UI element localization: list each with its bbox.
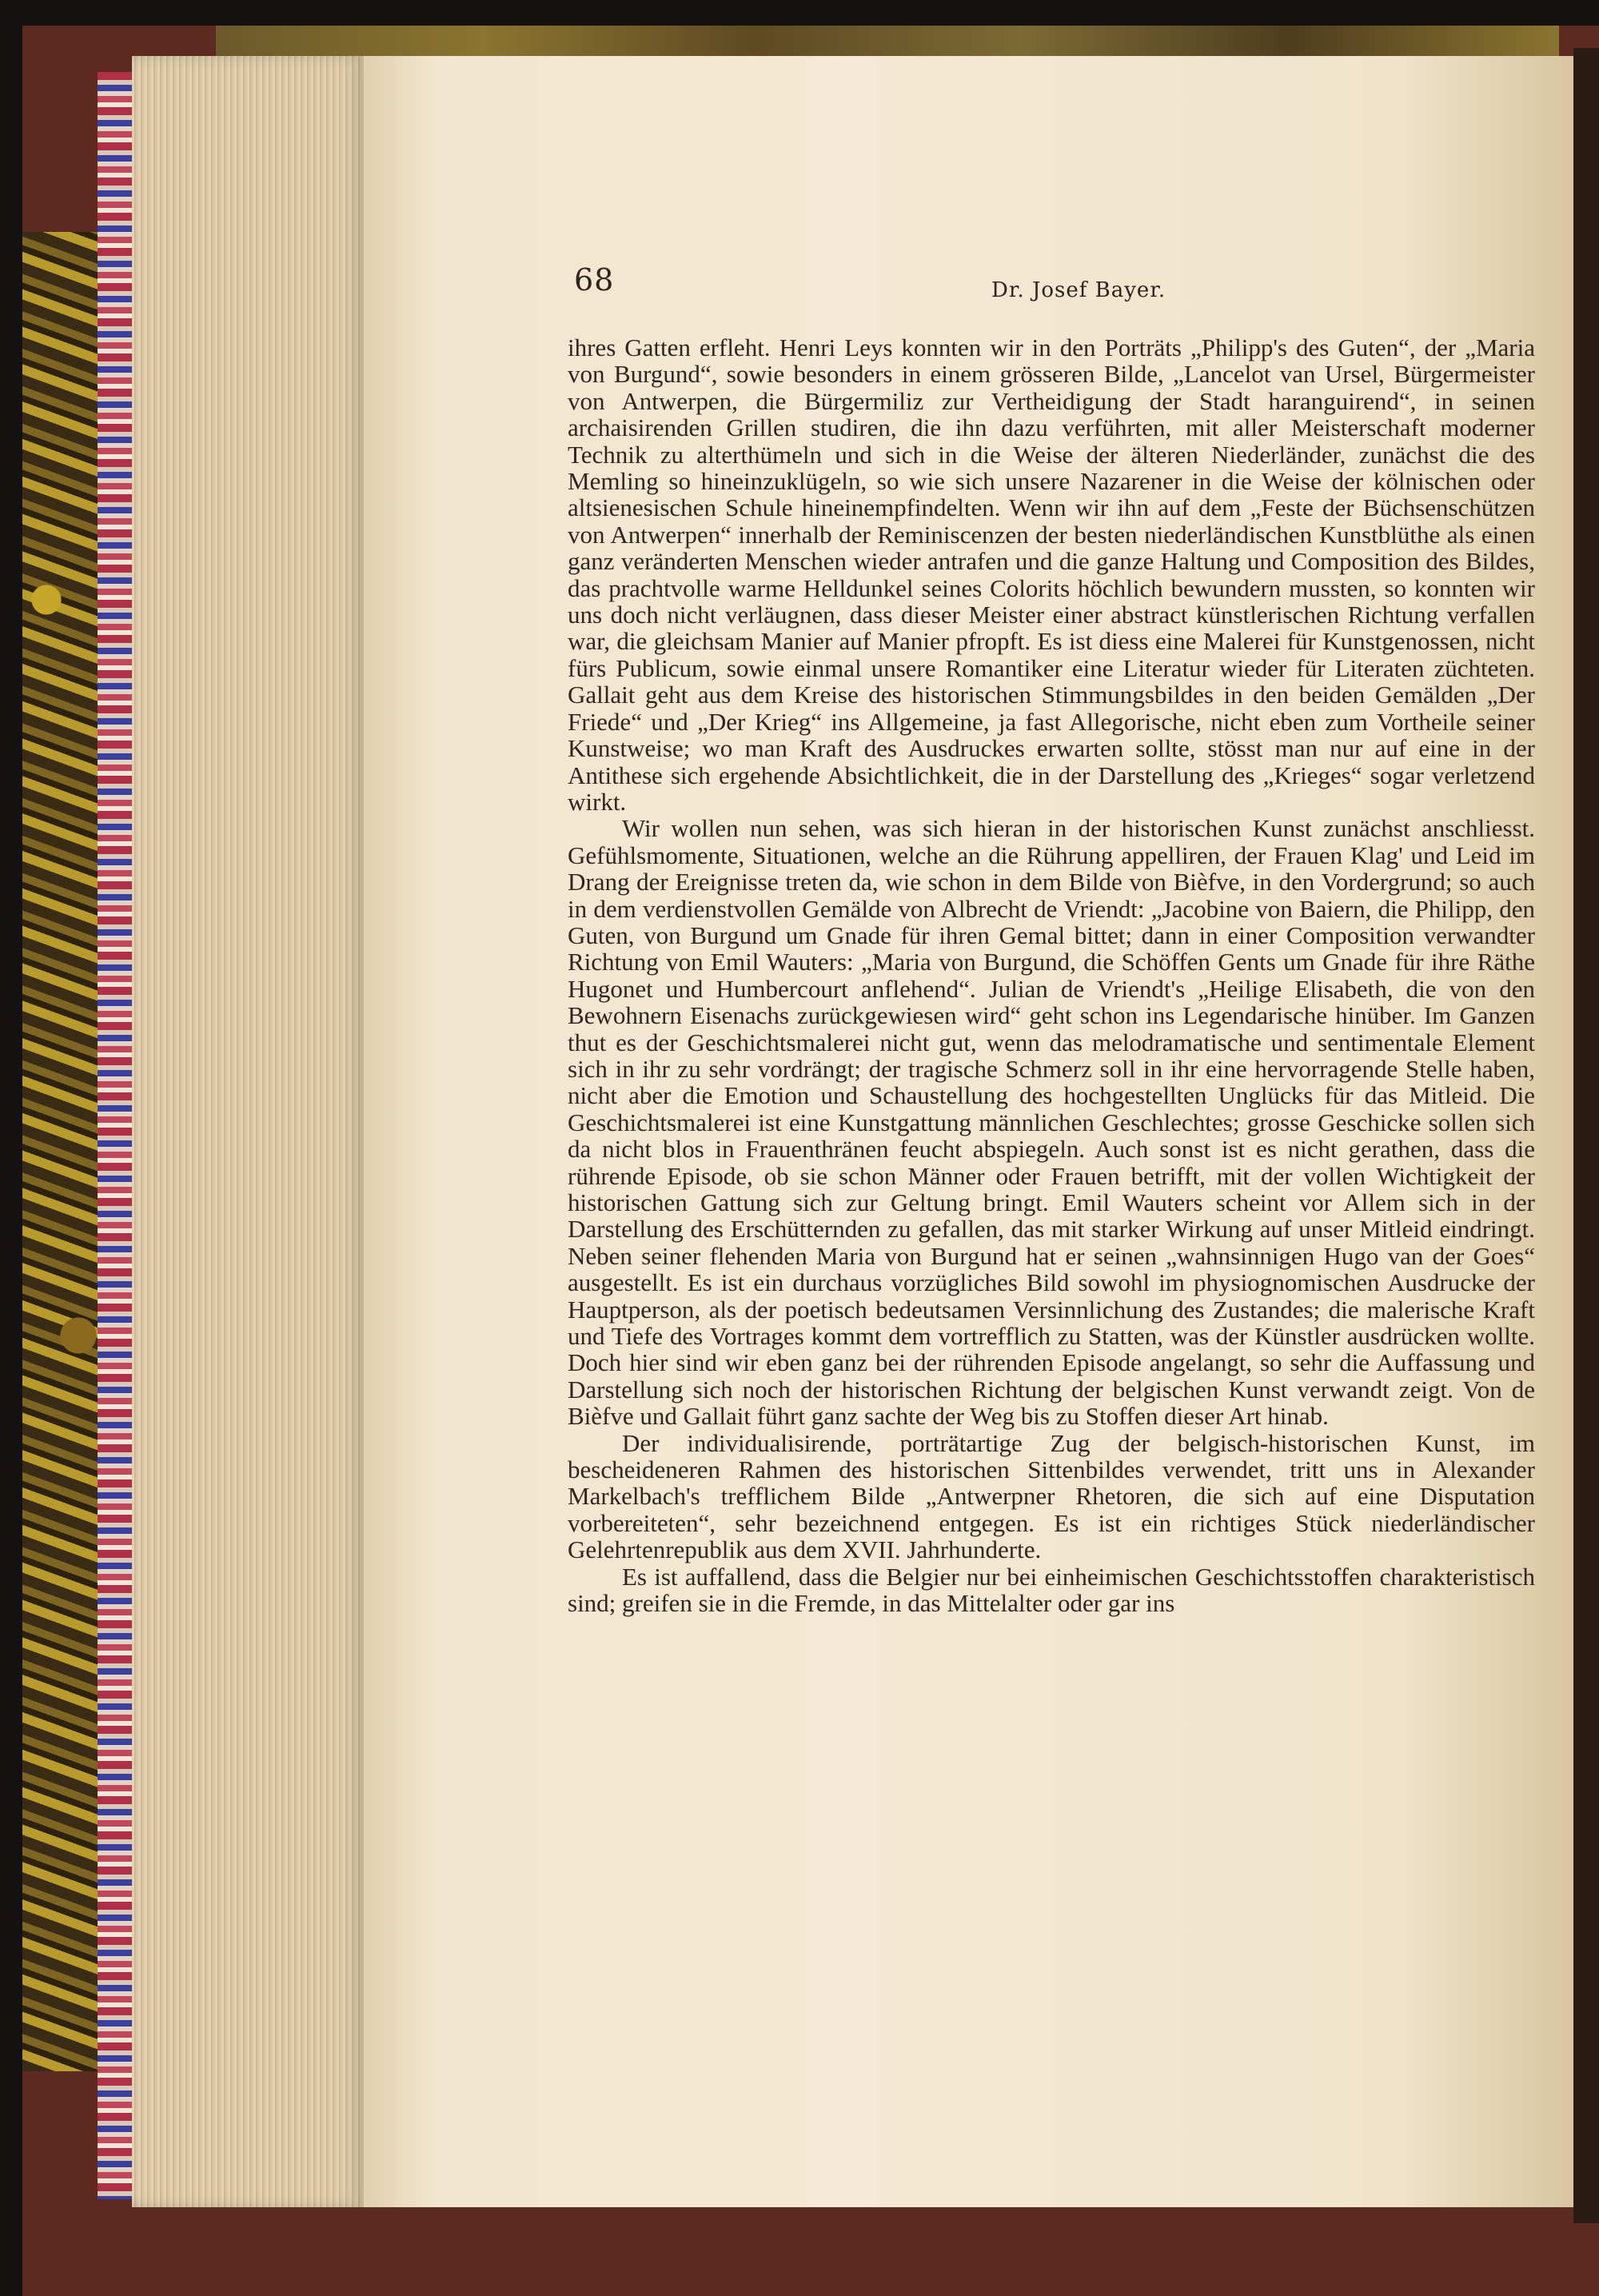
page-number: 68 — [574, 262, 615, 297]
paragraph: ihres Gatten erfleht. Henri Leys konnten wir in den Porträts „Philipp's des Guten“, der „Maria von Burgund“, sowie besonders in einem grösseren Bilde, „Lancelot van Ursel, Bürgermeister von Antwerpen, die Bürgermiliz zur Vertheidigung der Stadt haranguirend“, in seinen archaisirenden Grillen studiren, die ihn dazu verführten, mit aller Meisterschaft moderner Technik zu alterthümeln und sich in die Weise der älteren Niederländer, zunächst die des Memling so hineinzuklügeln, so wie sich unsere Nazarener in die Weise der kölnischen oder altsienesischen Schule hineinempfindelten. Wenn wir ihn auf dem „Feste der Büchsenschützen von Antwerpen“ innerhalb der Reminiscenzen der besten niederländischen Kunstblüthe als einen ganz veränderten Menschen wieder antrafen und die ganze Haltung und Composition des Bildes, das prachtvolle warme Helldunkel seines Colorits höchlich bewundern mussten, so konnten wir uns doch nicht verläugnen, dass dieser Meister einer abstract künstlerischen Richtung verfallen war, die gleichsam Manier auf Manier pfropft. Es ist diess eine Malerei für Kunstgenossen, nicht fürs Publicum, sowie einmal unsere Romantiker eine Literatur wieder für Literaten züchteten. Gallait geht aus dem Kreise des historischen Stimmungsbildes in den beiden Gemälden „Der Friede“ und „Der Krieg“ ins Allgemeine, ja fast Allegorische, nicht eben zum Vortheile seiner Kunstweise; wo man Kraft des Ausdruckes erwarten sollte, stösst man nur auf eine in der Antithese sich ergehende Absichtlichkeit, die in der Darstellung des „Krieges“ sogar verletzend wirkt. — [568, 333, 1535, 816]
page-header — [574, 262, 1565, 326]
gutter-shadow — [1573, 48, 1599, 2223]
body-text — [568, 334, 1535, 1617]
paragraph: Der individualisirende, porträtartige Zug der belgisch-historischen Kunst, im bescheideneren Rahmen des historischen Sittenbildes verwendet, tritt uns in Alexander Markelbach's trefflichem Bilde „Antwerpner Rhetoren, die sich auf eine Disputation vorbereiteten“, sehr bezeichnend entgegen. Es ist ein richtiges Stück niederländischer Gelehrtenrepublik aus dem XVII. Jahrhunderte. — [568, 1428, 1535, 1564]
running-head: Dr. Josef Bayer. — [991, 278, 1166, 302]
paragraph: Es ist auffallend, dass die Belgier nur bei einheimischen Geschichtsstoffen charakteristisch sind; greifen sie in die Fremde, in das Mittelalter oder gar ins — [568, 1562, 1535, 1618]
page-stack-edge — [132, 56, 364, 2207]
paragraph: Wir wollen nun sehen, was sich hieran in der historischen Kunst zunächst anschliesst. Gefühlsmomente, Situationen, welche an die Rührung appelliren, der Frauen Klag' und Leid im Drang der Ereignisse treten da, wie schon in dem Bilde von Bièfve, in den Vordergrund; so auch in dem verdienstvollen Gemälde von Albrecht de Vriendt: „Jacobine von Baiern, die Philipp, den Guten, von Burgund um Gnade für ihren Gemal bittet; dann in einer Composition verwandter Richtung von Emil Wauters: „Maria von Burgund, die Schöffen Gents um Gnade für ihre Räthe Hugonet und Humbercourt anflehend“. Julian de Vriendt's „Heilige Elisabeth, die von den Bewohnern Eisenachs zurückgewiesen wird“ geht schon ins Legendarische hinüber. Im Ganzen thut es der Geschichtsmalerei nicht gut, wenn das melodramatische und sentimentale Element sich in ihr zu sehr vordrängt; der tragische Schmerz soll in ihr eine hervorragende Stelle haben, nicht aber die Emotion und Schaustellung des hochgestellten Unglücks für das Mitleid. Die Geschichtsmalerei ist eine Kunstgattung männlichen Geschlechtes; grosse Geschicke sollen sich da nicht blos in Frauenthränen feucht abspiegeln. Auch sonst ist es nicht gerathen, dass die rührende Episode, ob sie schon Männer oder Frauen betrifft, mit der vollen Wichtigkeit der historischen Gattung sich zur Geltung bringt. Emil Wauters scheint vor Allem sich in der Darstellung des Erschütternden zu gefallen, das mit starker Wirkung auf unser Mitleid eindringt. Neben seiner flehenden Maria von Burgund hat er seinen „wahnsinnigen Hugo van der Goes“ ausgestellt. Es ist ein durchaus vorzügliches Bild sowohl im physiognomischen Ausdrucke der Hauptperson, als der poetisch bedeutsamen Versinnlichung des Zustandes; die malerische Kraft und Tiefe des Vortrages kommt dem vortrefflich zu Statten, was der Künstler ausdrücken wollte. Doch hier sind wir eben ganz bei der rührenden Episode angelangt, so sehr die Auffassung und Darstellung sich noch der historischen Richtung der belgischen Kunst verwandt zeigt. Von de Bièfve und Gallait führt ganz sachte der Weg bis zu Stoffen dieser Art hinab. — [568, 814, 1535, 1431]
marbled-endpaper — [22, 232, 102, 2071]
marbled-top-edge — [216, 26, 1559, 59]
